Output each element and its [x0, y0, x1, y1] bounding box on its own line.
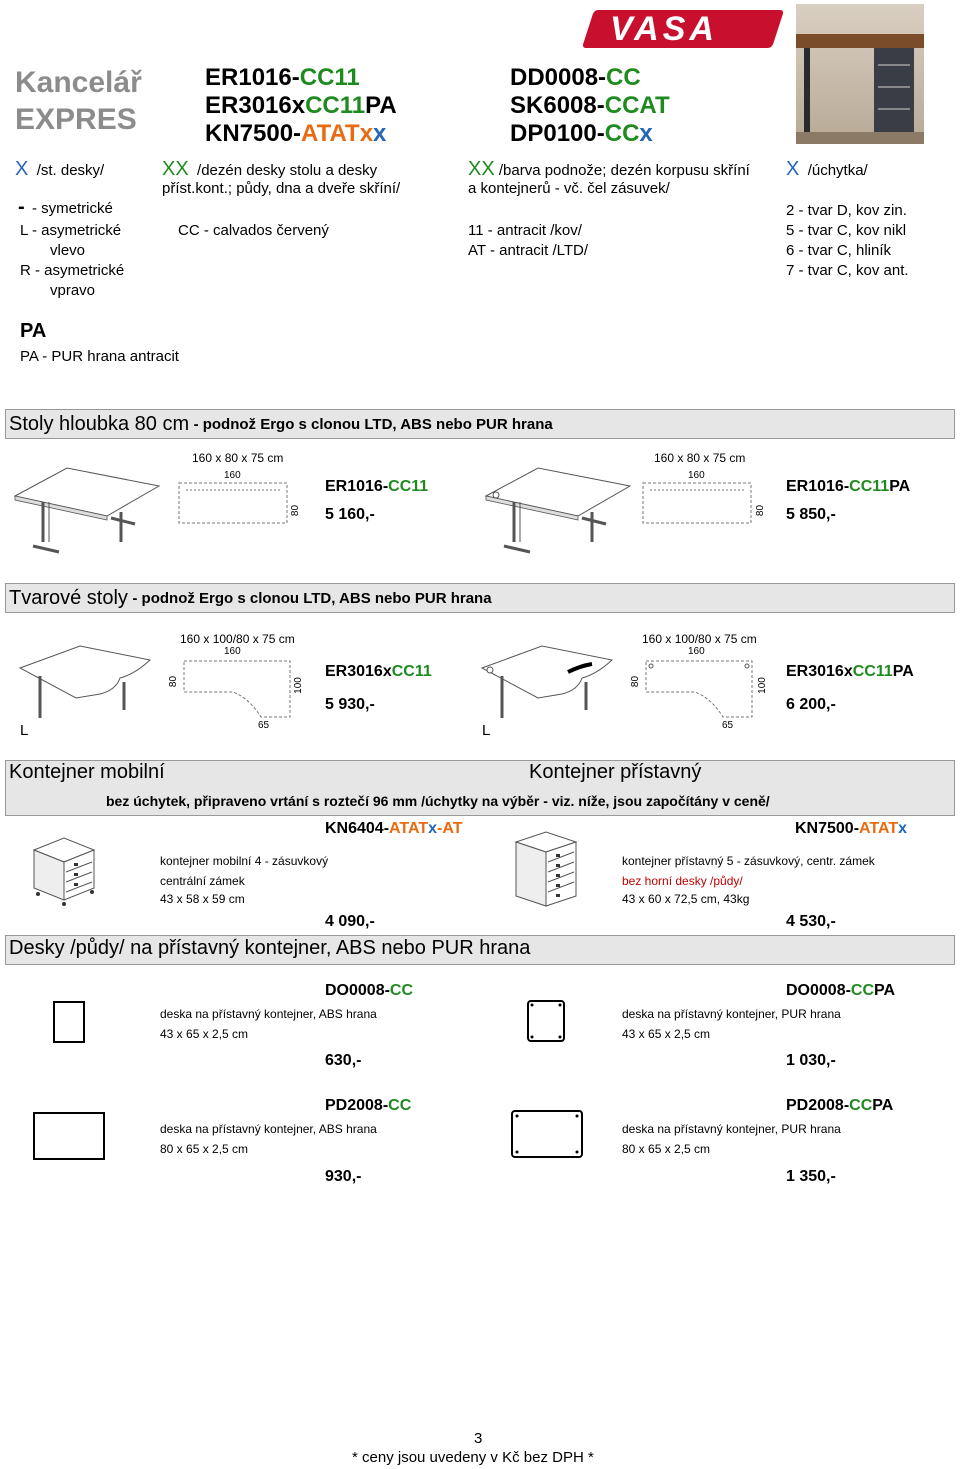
product-price: 630,-	[325, 1052, 362, 1069]
product-desc-line1: kontejner přístavný 5 - zásuvkový, centr. zámek	[622, 854, 875, 868]
product-code: DO0008-CC	[325, 982, 414, 999]
board-icon	[53, 1001, 85, 1043]
legend-col2-header-b: příst.kont.; půdy, dna a dveře skříní/	[162, 180, 401, 197]
desk-plan	[642, 482, 754, 526]
desk-plan-bottom: 65	[258, 720, 270, 731]
header-codes-right: DD0008-CC SK6008-CCAT DP0100-CCx	[510, 64, 670, 147]
product-price: 4 530,-	[786, 913, 836, 930]
legend-col1-item: L - asymetrické	[20, 222, 122, 239]
legend-col4-header: X /úchytka/	[786, 158, 868, 180]
desk-plan	[178, 482, 290, 526]
product-price: 930,-	[325, 1168, 362, 1185]
footer-note: * ceny jsou uvedeny v Kč bez DPH *	[352, 1449, 594, 1466]
side-label: L	[482, 722, 491, 739]
product-price: 5 160,-	[325, 506, 375, 523]
product-desc-line1: deska na přístavný kontejner, PUR hrana	[622, 1122, 841, 1136]
product-price: 1 350,-	[786, 1168, 836, 1185]
legend-col3-header: XX /barva podnože; dezén korpusu skříní	[468, 158, 750, 180]
board-icon	[33, 1112, 105, 1160]
product-code: KN6404-ATATx-AT	[325, 820, 463, 837]
pa-title: PA	[20, 320, 47, 342]
section-tvarove-header: Tvarové stoly - podnož Ergo s clonou LTD, ABS nebo PUR hrana	[5, 583, 955, 613]
product-desc-line2: 80 x 65 x 2,5 cm	[622, 1142, 711, 1156]
product-code: PD2008-CC	[325, 1097, 412, 1114]
product-desc-line2: 43 x 65 x 2,5 cm	[622, 1027, 711, 1041]
vasa-logo-reg: ®	[772, 12, 780, 23]
product-code: ER1016-CC11	[325, 478, 429, 495]
desk-plan-depth: 80	[290, 504, 302, 517]
desk-dims: 160 x 80 x 75 cm	[654, 451, 746, 465]
desk-plan-width: 160	[224, 470, 241, 481]
brand-title-line1: Kancelář	[15, 66, 142, 99]
desk-illustration	[15, 462, 165, 562]
product-desc-line3: 43 x 58 x 59 cm	[160, 892, 245, 906]
legend-col1-header: X /st. desky/	[15, 158, 105, 180]
side-label: L	[20, 722, 29, 739]
kontejner-title-left: Kontejner mobilní	[9, 761, 165, 783]
page-number: 3	[474, 1430, 483, 1447]
product-desc-line2: 43 x 65 x 2,5 cm	[160, 1027, 249, 1041]
product-code: DO0008-CCPA	[786, 982, 896, 999]
side-container-illustration	[512, 830, 582, 910]
desk-dims: 160 x 100/80 x 75 cm	[180, 632, 295, 646]
desk-illustration	[486, 462, 636, 562]
legend-col4-item: 7 - tvar C, kov ant.	[786, 262, 909, 279]
legend-col1-item: R - asymetrické	[20, 262, 125, 279]
product-price: 1 030,-	[786, 1052, 836, 1069]
product-price: 6 200,-	[786, 696, 836, 713]
product-code: KN7500-ATATx	[795, 820, 908, 837]
product-desc-line1: kontejner mobilní 4 - zásuvkový	[160, 854, 329, 868]
product-desc-line2: bez horní desky /půdy/	[622, 874, 743, 888]
legend-col4-item: 6 - tvar C, hliník	[786, 242, 892, 259]
desk-plan-left: 80	[630, 675, 642, 688]
board-icon	[511, 1110, 585, 1162]
section-stoly-header: Stoly hloubka 80 cm - podnož Ergo s clonou LTD, ABS nebo PUR hrana	[5, 409, 955, 439]
desk-plan-right: 100	[292, 677, 304, 694]
legend-col3-header-b: a kontejnerů - vč. čel zásuvek/	[468, 180, 670, 197]
section-kontejner-header	[5, 760, 955, 816]
desk-plan-width: 160	[224, 646, 241, 657]
product-desc-line1: deska na přístavný kontejner, ABS hrana	[160, 1122, 377, 1136]
shaped-desk-illustration	[20, 640, 160, 730]
desk-plan-bottom: 65	[722, 720, 734, 731]
product-code: PD2008-CCPA	[786, 1097, 894, 1114]
desk-plan-right: 100	[756, 677, 768, 694]
mobile-container-illustration	[30, 836, 100, 906]
product-desc-line2: 80 x 65 x 2,5 cm	[160, 1142, 249, 1156]
legend-col2-header: XX /dezén desky stolu a desky	[162, 158, 378, 180]
legend-col4-item: 2 - tvar D, kov zin.	[786, 202, 907, 219]
legend-col4-item: 5 - tvar C, kov nikl	[786, 222, 907, 239]
brand-title-line2: EXPRES	[15, 103, 137, 136]
desk-plan-width: 160	[688, 470, 705, 481]
product-price: 5 850,-	[786, 506, 836, 523]
product-price: 4 090,-	[325, 913, 375, 930]
legend-col2-item: CC - calvados červený	[178, 222, 329, 239]
legend-col1-item: vlevo	[50, 242, 86, 259]
shaped-desk-plan	[645, 660, 755, 720]
product-desc-line1: deska na přístavný kontejner, PUR hrana	[622, 1007, 841, 1021]
desk-plan-left: 80	[168, 675, 180, 688]
product-code: ER3016xCC11PA	[786, 663, 914, 680]
desk-photo	[796, 4, 924, 144]
board-icon	[527, 1000, 567, 1044]
product-desc-line2: centrální zámek	[160, 874, 245, 888]
legend-col3-item: 11 - antracit /kov/	[468, 222, 582, 239]
shaped-desk-illustration	[482, 640, 622, 730]
kontejner-title-right: Kontejner přístavný	[529, 761, 702, 783]
desk-plan-depth: 80	[755, 504, 767, 517]
legend-col3-item: AT - antracit /LTD/	[468, 242, 589, 259]
section-desky-header: Desky /půdy/ na přístavný kontejner, ABS nebo PUR hrana	[5, 935, 955, 965]
product-code: ER1016-CC11PA	[786, 478, 911, 495]
product-desc-line3: 43 x 60 x 72,5 cm, 43kg	[622, 892, 750, 906]
vasa-logo-text: VASA	[610, 10, 718, 48]
product-price: 5 930,-	[325, 696, 375, 713]
legend-col1-dash: -	[18, 196, 25, 218]
legend-col1-item: vpravo	[50, 282, 96, 299]
header-codes-left: ER1016-CC11 ER3016xCC11PA KN7500-ATATxx	[205, 64, 397, 147]
vasa-logo	[588, 10, 788, 50]
product-desc-line1: deska na přístavný kontejner, ABS hrana	[160, 1007, 377, 1021]
kontejner-note: bez úchytek, připraveno vrtání s roztečí 96 mm /úchytky na výběr - viz. níže, jsou započítány v ceně/	[106, 793, 770, 809]
desk-dims: 160 x 100/80 x 75 cm	[642, 632, 757, 646]
desk-plan-width: 160	[688, 646, 705, 657]
shaped-desk-plan	[183, 660, 293, 720]
desk-dims: 160 x 80 x 75 cm	[192, 451, 284, 465]
pa-description: PA - PUR hrana antracit	[20, 348, 179, 365]
product-code: ER3016xCC11	[325, 663, 432, 680]
legend-col1-item: - symetrické	[32, 200, 113, 217]
